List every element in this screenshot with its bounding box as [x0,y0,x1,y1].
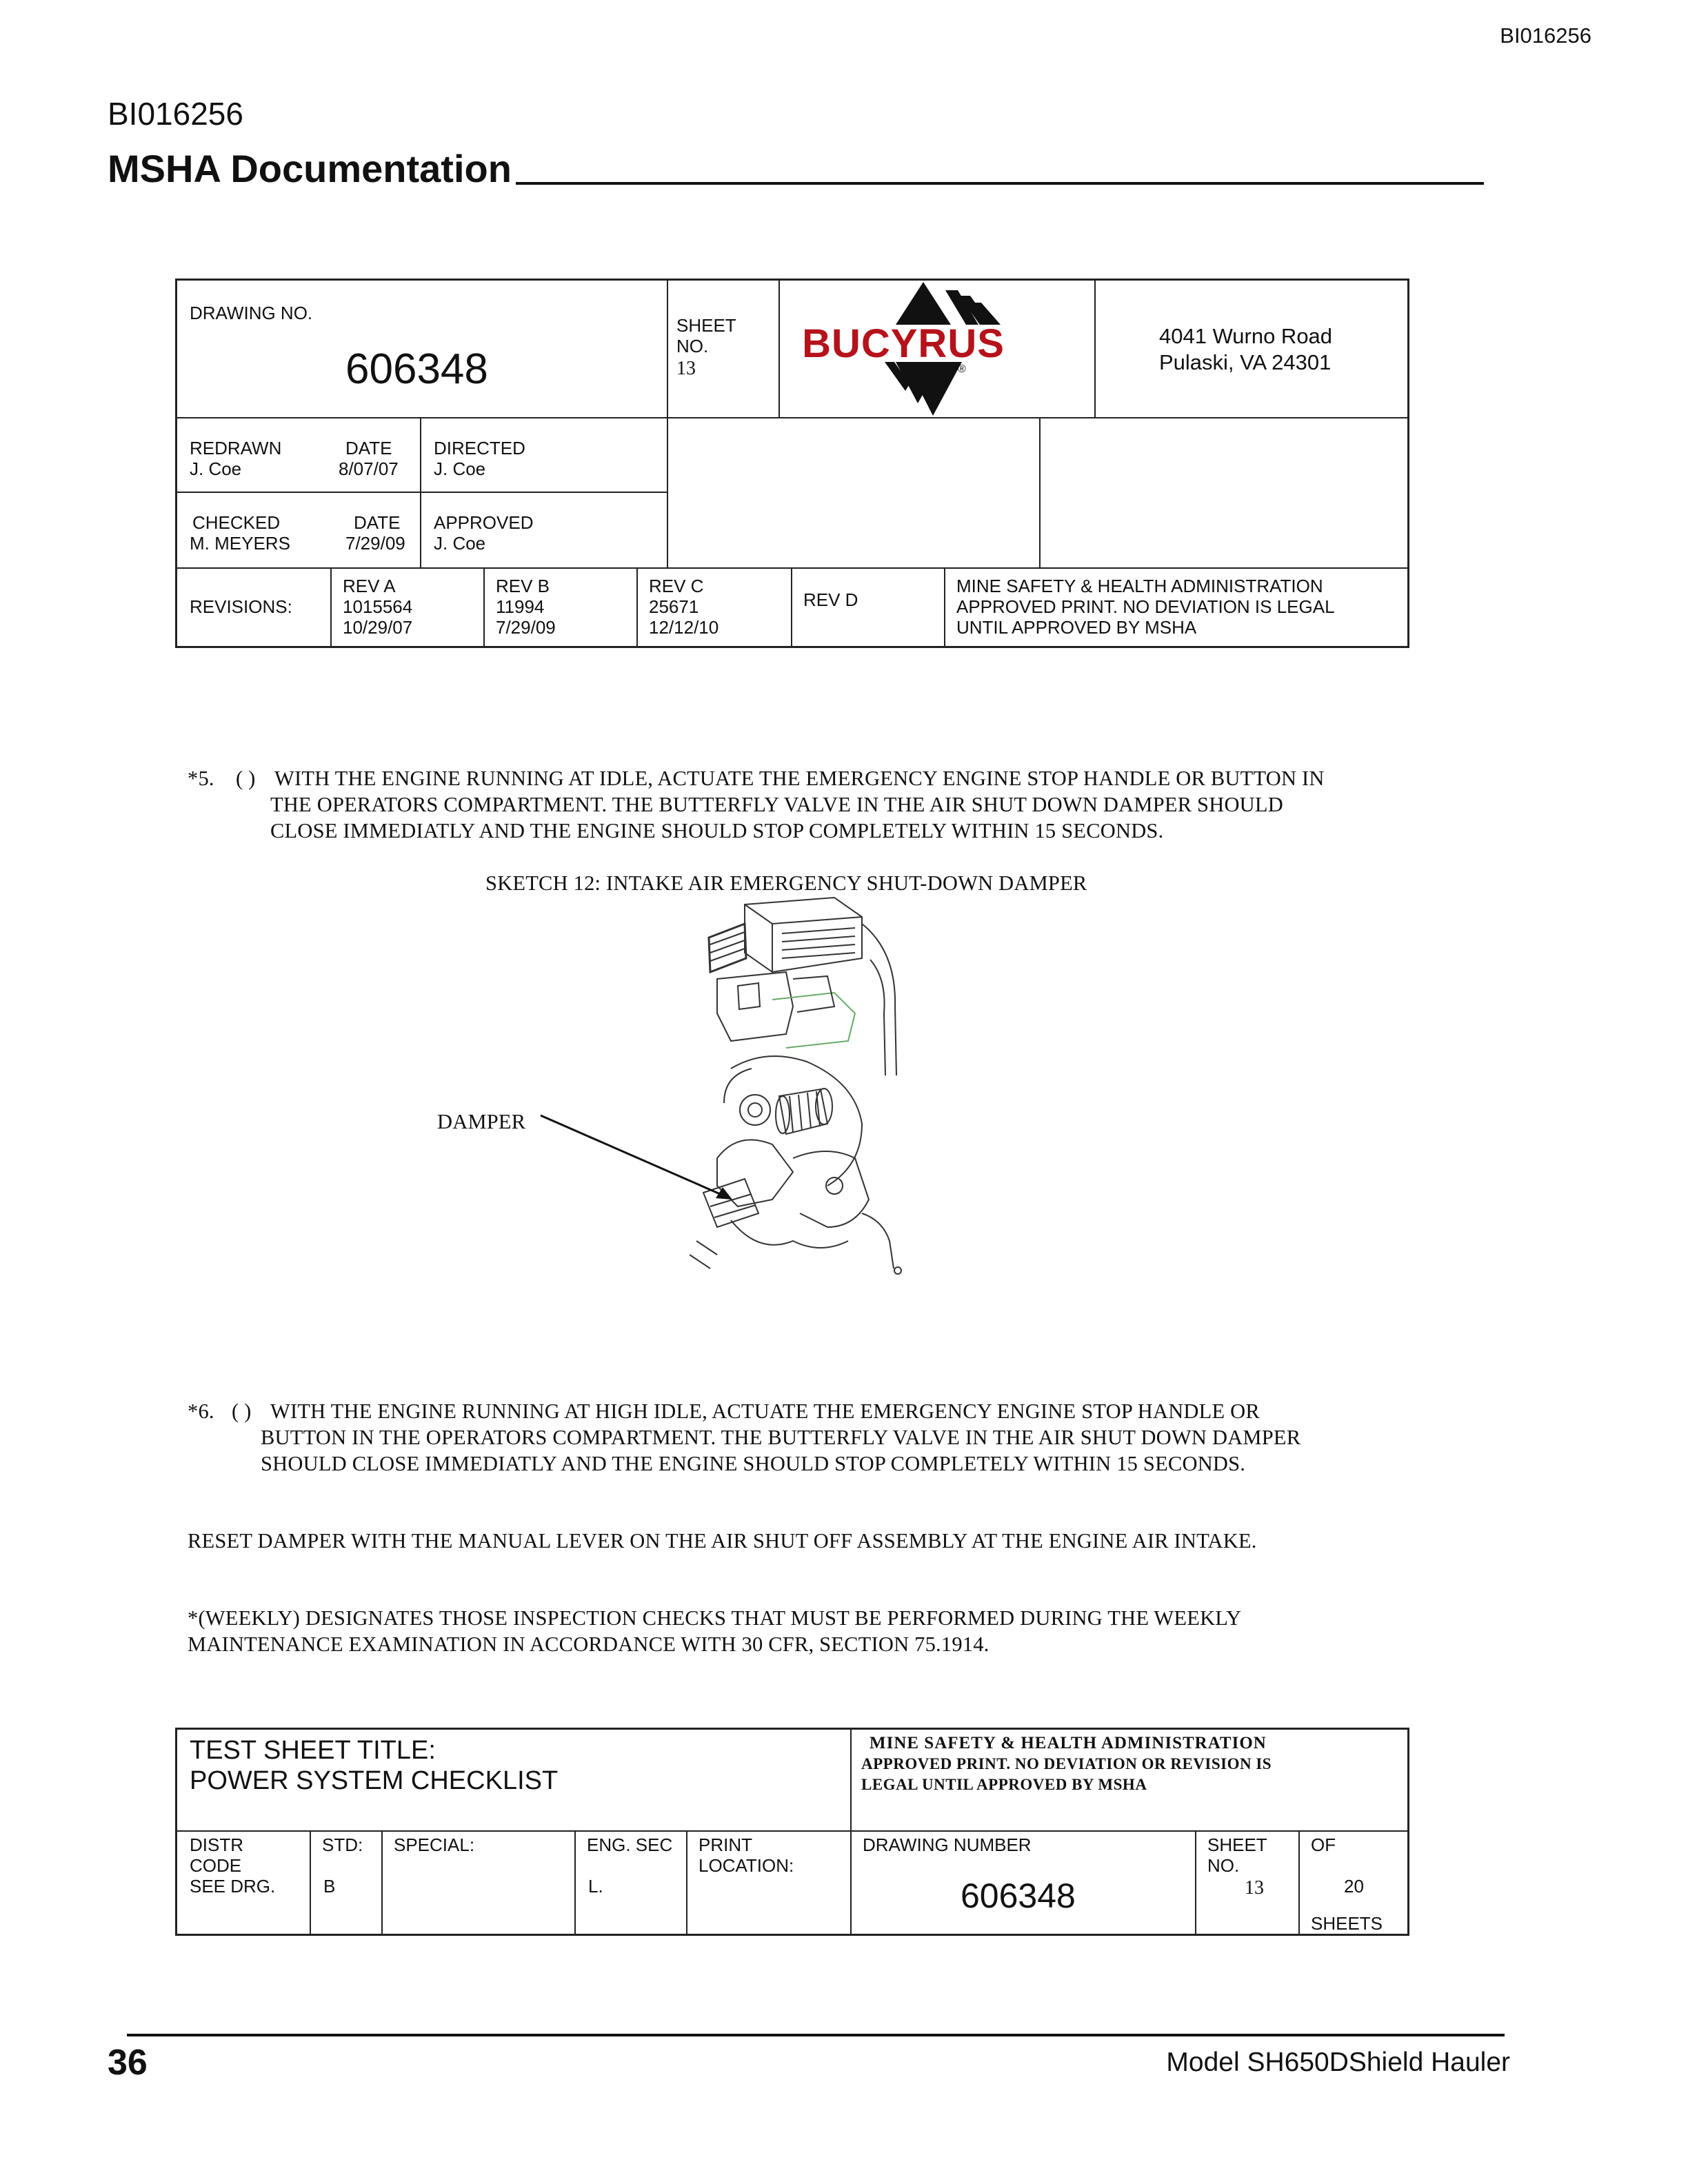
rev-b-label: REV B [496,576,550,596]
msha-footer-line-1: MINE SAFETY & HEALTH ADMINISTRATION [870,1734,1267,1752]
title-underline [516,182,1484,185]
damper-arrow [538,1113,745,1209]
model-name: Model SH650DShield Hauler [1166,2048,1510,2077]
test-sheet-title: POWER SYSTEM CHECKLIST [190,1766,559,1795]
eng-sec-label: ENG. SEC [587,1834,673,1855]
rev-d-label: REV D [803,589,858,610]
page-number: 36 [108,2043,148,2083]
msha-footer-line-3: LEGAL UNTIL APPROVED BY MSHA [861,1776,1147,1793]
revisions-label: REVISIONS: [190,596,292,617]
msha-note-line-1: MINE SAFETY & HEALTH ADMINISTRATION [956,576,1323,596]
rev-a-date: 10/29/07 [343,617,413,638]
rev-a-number: 1015564 [343,596,413,617]
doc-id: BI016256 [108,96,243,132]
item-6-line-3: SHOULD CLOSE IMMEDIATLY AND THE ENGINE SHOULD STOP COMPLETELY WITHIN 15 SECONDS. [261,1452,1246,1475]
redrawn-date-label: DATE [345,438,392,458]
rev-c-number: 25671 [649,596,699,617]
distr-label-1: DISTR [190,1834,243,1855]
rev-a-label: REV A [343,576,396,596]
logo-text: BUCYRUS [802,321,1005,366]
divider [1298,1830,1300,1934]
divider [778,281,780,417]
drawing-no-value: 606348 [345,345,488,393]
rev-b-date: 7/29/09 [496,617,556,638]
test-sheet-title-label: TEST SHEET TITLE: [190,1736,436,1765]
divider [636,567,638,646]
arrow-icon [538,1113,745,1209]
item-6-line-2: BUTTON IN THE OPERATORS COMPARTMENT. THE BUTTERFLY VALVE IN THE AIR SHUT DOWN DAMPER [261,1426,1301,1449]
divider [177,492,667,493]
item-5-line-2: THE OPERATORS COMPARTMENT. THE BUTTERFLY VALVE IN THE AIR SHUT DOWN DAMPER SHOULD [270,793,1283,816]
sheets-label: SHEETS [1311,1913,1383,1934]
reset-instruction: RESET DAMPER WITH THE MANUAL LEVER ON THE AIR SHUT OFF ASSEMBLY AT THE ENGINE AIR INTAKE. [188,1529,1257,1553]
drawing-number-label: DRAWING NUMBER [863,1834,1032,1855]
drawing-number-value: 606348 [961,1877,1076,1915]
footer-sheet-label: SHEET [1207,1834,1267,1855]
rev-c-label: REV C [649,576,704,596]
divider [850,1730,852,1934]
checked-label: CHECKED [192,512,281,533]
divider [483,567,485,646]
divider [177,417,1407,418]
divider [667,417,668,567]
of-label: OF [1311,1834,1336,1855]
divider [667,281,668,417]
eng-sec-value: L. [588,1876,603,1897]
sketch-caption: SKETCH 12: INTAKE AIR EMERGENCY SHUT-DOWN DAMPER [485,871,1087,895]
checked-by: M. MEYERS [190,533,290,554]
sheet-no-label: NO. [676,336,709,356]
rev-c-date: 12/12/10 [649,617,719,638]
redrawn-label: REDRAWN [190,438,282,458]
directed-label: DIRECTED [434,438,525,458]
divider [1039,417,1041,567]
divider [420,417,421,567]
of-value: 20 [1344,1876,1364,1897]
print-location-label-1: PRINT [699,1834,752,1855]
weekly-note-line-2: MAINTENANCE EXAMINATION IN ACCORDANCE WITH 30 CFR, SECTION 75.1914. [188,1632,989,1656]
damper-label: DAMPER [437,1110,526,1133]
damper-assembly-icon [690,896,924,1275]
divider [177,1830,1407,1832]
footer-sheet-no: 13 [1245,1877,1264,1899]
footer-sheet-no-label: NO. [1207,1855,1240,1876]
approved-label: APPROVED [434,512,534,533]
redrawn-date: 8/07/07 [339,458,399,479]
divider [1094,281,1096,417]
divider [944,567,945,646]
std-label: STD: [322,1834,363,1855]
distr-value: SEE DRG. [190,1876,276,1897]
item-6-checkbox[interactable]: ( ) [232,1399,252,1423]
divider [310,1830,311,1934]
sheet-label: SHEET [676,315,736,336]
address-line-1: 4041 Wurno Road [1159,324,1333,348]
page-title: MSHA Documentation [108,147,512,190]
divider [1195,1830,1196,1934]
directed-by: J. Coe [434,458,486,479]
weekly-note-line-1: *(WEEKLY) DESIGNATES THOSE INSPECTION CHECKS THAT MUST BE PERFORMED DURING THE WEEKLY [188,1606,1242,1630]
item-5-line-3: CLOSE IMMEDIATLY AND THE ENGINE SHOULD STOP COMPLETELY WITHIN 15 SECONDS. [270,819,1164,842]
item-5-line-1: WITH THE ENGINE RUNNING AT IDLE, ACTUATE THE EMERGENCY ENGINE STOP HANDLE OR BUTTON IN [274,767,1325,790]
footer-title-block [175,1728,1409,1936]
registered-mark: ® [958,363,966,375]
rev-b-number: 11994 [496,596,545,617]
divider [686,1830,687,1934]
approved-by: J. Coe [434,533,486,554]
damper-sketch [690,896,924,1275]
msha-note-line-2: APPROVED PRINT. NO DEVIATION IS LEGAL [956,596,1335,617]
header-title-block [175,279,1409,648]
divider [791,567,792,646]
divider [381,1830,383,1934]
bucyrus-logo [781,281,1093,416]
drawing-no-label: DRAWING NO. [190,303,313,323]
msha-footer-line-2: APPROVED PRINT. NO DEVIATION OR REVISION IS [861,1755,1272,1772]
divider [177,567,1407,569]
divider [574,1830,576,1934]
checked-date: 7/29/09 [345,533,405,554]
std-value: B [323,1876,336,1897]
item-5-checkbox[interactable]: ( ) [236,767,256,790]
special-label: SPECIAL: [394,1834,475,1855]
sheet-no-value: 13 [676,358,696,379]
distr-label-2: CODE [190,1855,242,1876]
divider [330,567,332,646]
item-6-number: *6. [188,1399,214,1423]
redrawn-by: J. Coe [190,458,242,479]
item-6-line-1: WITH THE ENGINE RUNNING AT HIGH IDLE, ACTUATE THE EMERGENCY ENGINE STOP HANDLE OR [270,1399,1260,1423]
address-line-2: Pulaski, VA 24301 [1159,350,1332,374]
checked-date-label: DATE [354,512,401,533]
print-location-label-2: LOCATION: [699,1855,794,1876]
top-right-doc-id: BI016256 [1500,23,1591,48]
footer-rule [127,2034,1505,2036]
item-5-number: *5. [188,767,214,790]
msha-note-line-3: UNTIL APPROVED BY MSHA [956,617,1197,638]
